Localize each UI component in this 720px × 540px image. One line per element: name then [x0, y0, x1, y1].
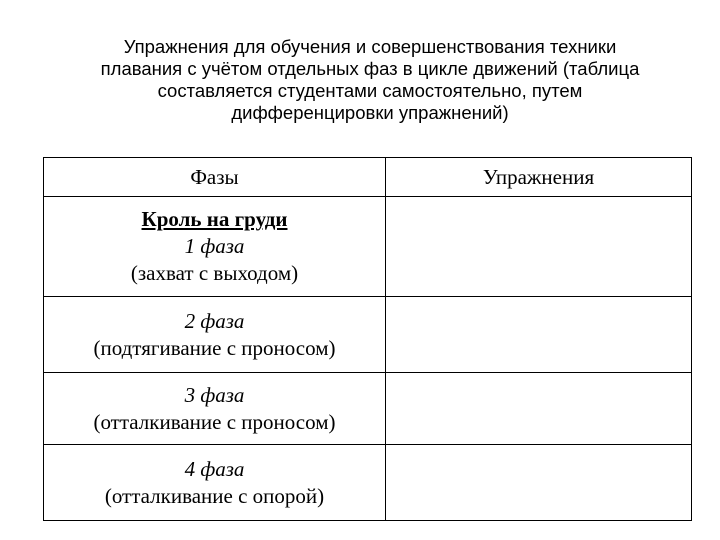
table-row — [44, 373, 692, 445]
phase-description: (захват с выходом) — [130, 261, 299, 285]
phase-cell — [44, 197, 386, 297]
title-line: дифференцировки упражнений) — [231, 102, 509, 123]
phase-description: (отталкивание с опорой) — [104, 483, 325, 508]
title-line: Упражнения для обучения и совершенствования техники — [123, 36, 617, 57]
section-title: Кроль на груди — [141, 207, 288, 231]
header-exercises: Упражнения — [386, 158, 692, 197]
phase-description: (отталкивание с проносом) — [93, 409, 336, 434]
table-row — [44, 197, 692, 297]
exercise-cell — [386, 197, 692, 297]
phase-name: 1 фаза — [184, 234, 245, 258]
table-row — [44, 297, 692, 373]
exercise-cell — [386, 297, 692, 373]
title-line: составляется студентами самостоятельно, путем — [157, 80, 583, 101]
phase-cell — [44, 445, 386, 521]
phases-table — [43, 157, 692, 521]
phase-name: 3 фаза — [184, 382, 245, 407]
table-header-row — [44, 158, 692, 197]
phase-cell — [44, 373, 386, 445]
phase-cell — [44, 297, 386, 373]
title-line: плавания с учётом отдельных фаз в цикле движений (таблица — [100, 58, 640, 79]
slide-title — [40, 36, 700, 124]
phase-name: 4 фаза — [184, 456, 245, 481]
exercise-cell — [386, 373, 692, 445]
exercise-cell — [386, 445, 692, 521]
phase-description: (подтягивание с проносом) — [93, 335, 336, 360]
phase-name: 2 фаза — [184, 308, 245, 333]
table-row — [44, 445, 692, 521]
header-phases: Фазы — [44, 158, 386, 197]
